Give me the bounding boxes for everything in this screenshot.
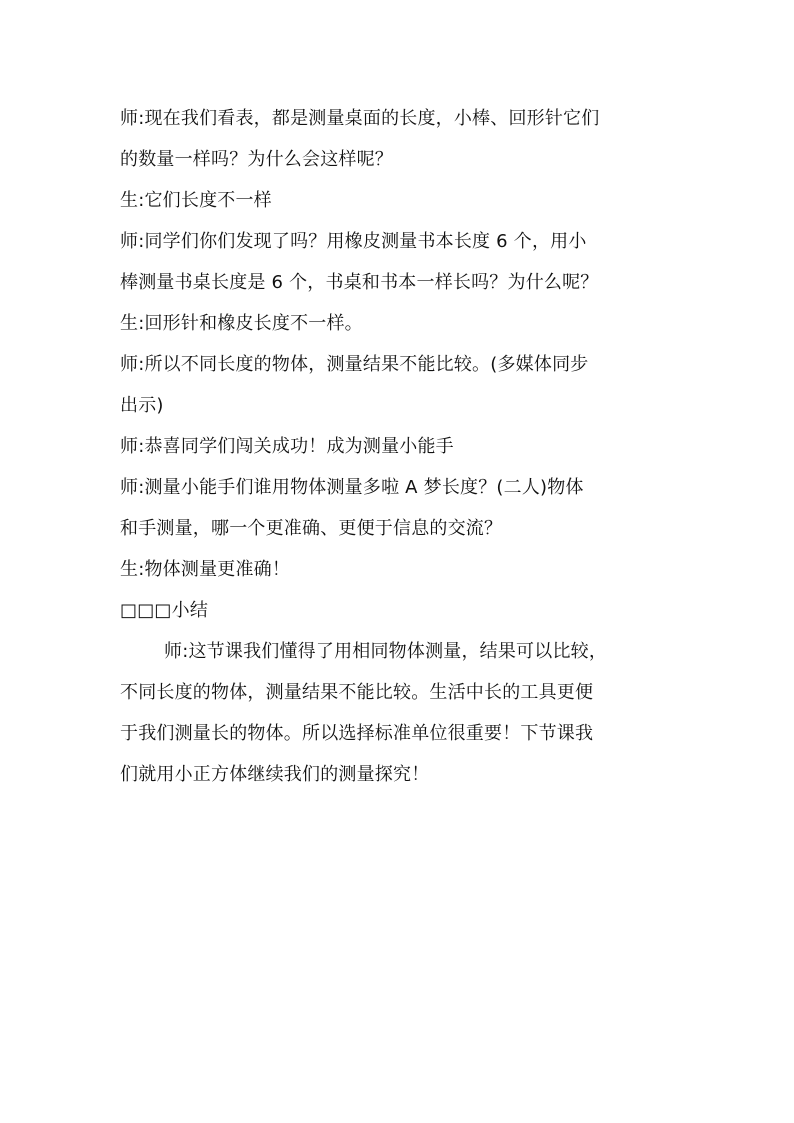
document-body [120,98,680,795]
text-line: 出示) [120,395,164,416]
text-line: 师:测量小能手们谁用物体测量多啦 A 梦长度？(二人)物体 [120,477,584,498]
text-line: 师:恭喜同学们闯关成功！成为测量小能手 [120,436,454,457]
text-line: 师:所以不同长度的物体，测量结果不能比较。(多媒体同步 [120,354,589,375]
text-line: 不同长度的物体，测量结果不能比较。生活中长的工具更便 [120,682,594,703]
text-line: 师:同学们你们发现了吗？用橡皮测量书本长度 6 个，用小 [120,231,587,252]
text-line: 师:现在我们看表，都是测量桌面的长度，小棒、回形针它们 [120,108,600,129]
section-heading: □□□小结 [120,600,209,621]
text-line: 的数量一样吗？为什么会这样呢？ [120,149,393,170]
text-line: 于我们测量长的物体。所以选择标准单位很重要！下节课我 [120,723,594,744]
text-line: 们就用小正方体继续我们的测量探究！ [120,764,430,785]
text-line: 棒测量书桌长度是 6 个，书桌和书本一样长吗？为什么呢？ [120,272,599,293]
text-line: 生:回形针和橡皮长度不一样。 [120,313,363,334]
text-line: 师:这节课我们懂得了用相同物体测量，结果可以比较， [164,641,608,662]
text-line: 生:它们长度不一样 [120,190,272,211]
text-line: 和手测量，哪一个更准确、更便于信息的交流？ [120,518,503,539]
text-line: 生:物体测量更准确！ [120,559,291,580]
